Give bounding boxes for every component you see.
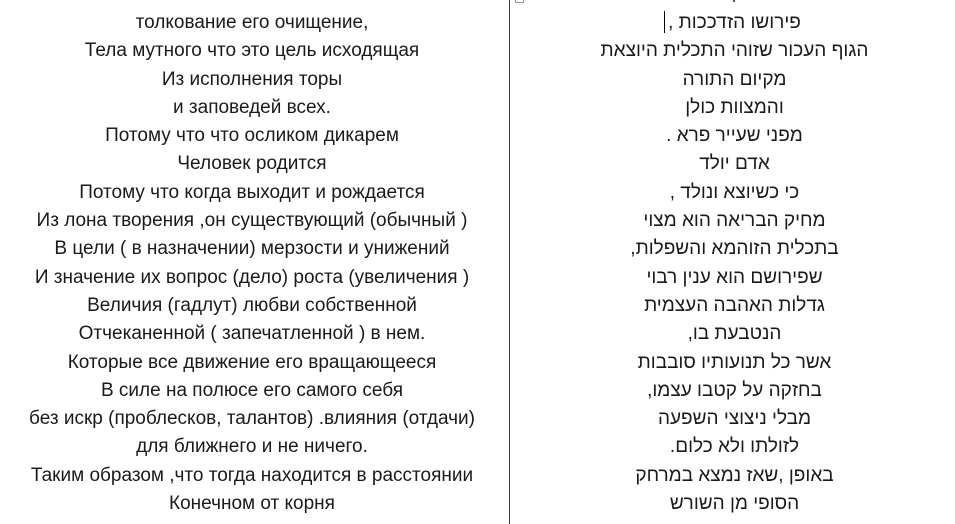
left-line-6[interactable]: Человек родится — [177, 153, 327, 175]
left-line-5[interactable]: Потому что что осликом дикарем — [105, 125, 399, 147]
right-line-10[interactable]: שפירושם הוא ענין רבוי — [646, 266, 823, 288]
left-line-3[interactable]: Из исполнения торы — [161, 68, 343, 90]
right-line-4[interactable]: והמצוות כולן — [685, 96, 784, 118]
text-cursor — [664, 11, 665, 33]
left-line-12[interactable]: Отчеканенной ( запечатленной ) в нем. — [78, 323, 426, 345]
left-line-10[interactable]: И значение их вопрос (дело) роста (увеличения ) — [34, 266, 470, 288]
left-line-1[interactable]: толкование его очищение, — [135, 12, 369, 33]
left-line-2[interactable]: Тела мутного что это цель исходящая — [84, 40, 420, 62]
left-line-18[interactable]: Конечном от корня — [169, 493, 335, 515]
left-line-7[interactable]: Потому что когда выходит и рождается — [79, 181, 425, 203]
right-line-9[interactable]: בתכלית הזוהמא והשפלות, — [630, 238, 839, 260]
right-line-5[interactable]: מפני שעייר פרא . — [666, 125, 803, 147]
left-line-14[interactable]: В силе на полюсе его самого себя — [100, 379, 404, 401]
right-column-hebrew — [514, 9, 955, 518]
left-column-russian — [0, 9, 504, 518]
left-line-9[interactable]: В цели ( в назначении) мерзости и унижений — [54, 238, 450, 260]
right-line-13[interactable]: אשר כל תנועותיו סובבות — [637, 351, 832, 373]
right-line-15[interactable]: מבלי ניצוצי השפעה — [657, 408, 812, 430]
right-line-11[interactable]: גדלות האהבה העצמית — [644, 294, 825, 316]
right-line-17[interactable]: באופן ,שאז נמצא במרחק — [635, 464, 834, 486]
left-line-8[interactable]: Из лона творения ,он существующий (обычный ) — [36, 210, 468, 232]
left-line-11[interactable]: Величия (гадлут) любви собственной — [87, 294, 417, 316]
right-line-1[interactable]: פירושו הזדככות , — [668, 12, 801, 33]
right-line-7[interactable]: כי כשיוצא ונולד , — [669, 181, 800, 203]
formatting-mark — [733, 0, 735, 2]
left-line-13[interactable]: Которые все движение его вращающееся — [67, 351, 437, 373]
right-line-14[interactable]: בחזקה על קטבו עצמו, — [647, 379, 822, 401]
left-line-16[interactable]: для ближнего и не ничего. — [136, 436, 368, 458]
table-move-handle[interactable] — [515, 0, 524, 3]
right-line-8[interactable]: מחיק הבריאה הוא מצוי — [643, 210, 826, 232]
column-divider — [509, 0, 510, 524]
left-line-15[interactable]: без искр (проблесков, талантов) .влияния (отдачи) — [29, 408, 475, 430]
right-line-12[interactable]: הנטבעת בו, — [687, 323, 782, 345]
right-line-6[interactable]: אדם יולד — [699, 153, 770, 175]
right-line-3[interactable]: מקיום התורה — [682, 68, 787, 90]
right-line-16[interactable]: לזולתו ולא כלום. — [669, 436, 800, 458]
right-line-18[interactable]: הסופי מן השורש — [669, 493, 800, 515]
left-line-4[interactable]: и заповедей всех. — [173, 96, 331, 118]
right-line-2[interactable]: הגוף העכור שזוהי התכלית היוצאת — [600, 40, 869, 62]
left-line-17[interactable]: Таким образом ,что тогда находится в расстоянии — [30, 464, 474, 486]
